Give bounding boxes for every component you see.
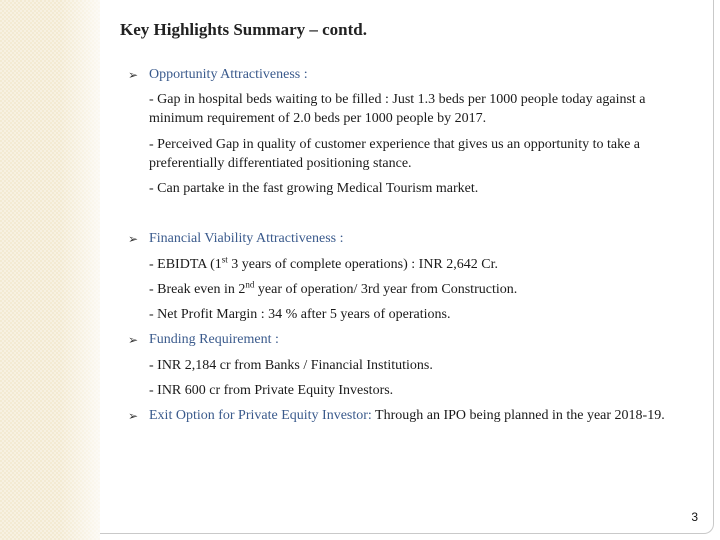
ebidta-text-rest: 3 years of complete operations) : INR 2,642 Cr. [227, 257, 498, 272]
exit-option-text: Through an IPO being planned in the year 2018-19. [371, 408, 665, 423]
bullet-financial [128, 230, 688, 248]
bullet-opportunity [128, 66, 688, 84]
financial-line-ebidta [149, 255, 689, 274]
breakeven-superscript: nd [245, 279, 255, 290]
breakeven-text-rest: year of operation/ 3rd year from Construction. [254, 282, 518, 297]
bullet-exit-option [128, 407, 688, 425]
bullet-exit-content [149, 407, 688, 425]
opportunity-line-beds: - Gap in hospital beds waiting to be filled : Just 1.3 beds per 1000 people today against a minimum requirement of 2.0 beds per 1000 people by 2017. [149, 92, 646, 126]
opportunity-line-tourism: - Can partake in the fast growing Medical Tourism market. [149, 181, 479, 196]
breakeven-text: - Break even in 2 [149, 282, 246, 297]
ebidta-text: - EBIDTA (1 [149, 257, 222, 272]
arrow-bullet-icon: ➢ [128, 409, 139, 423]
bullet-funding [128, 331, 688, 349]
page-number: 3 [691, 510, 698, 524]
side-band-fade [0, 0, 100, 540]
bullet-heading-opportunity: Opportunity Attractiveness : [149, 67, 308, 82]
bullet-heading-financial: Financial Viability Attractiveness : [149, 231, 344, 246]
funding-line-private-equity: - INR 600 cr from Private Equity Investors. [149, 383, 394, 398]
arrow-bullet-icon: ➢ [128, 68, 139, 82]
financial-line-net-profit: - Net Profit Margin : 34 % after 5 years of operations. [149, 307, 451, 322]
funding-line-banks: - INR 2,184 cr from Banks / Financial Institutions. [149, 358, 433, 373]
opportunity-line-quality: - Perceived Gap in quality of customer experience that gives us an opportunity to take a preferentially differentiated positioning stance. [149, 137, 641, 171]
bullet-heading-exit: Exit Option for Private Equity Investor: [149, 408, 372, 423]
financial-line-breakeven [149, 280, 689, 299]
ebidta-superscript: st [221, 254, 228, 265]
arrow-bullet-icon: ➢ [128, 333, 139, 347]
slide-title: Key Highlights Summary – contd. [120, 20, 367, 39]
arrow-bullet-icon: ➢ [128, 232, 139, 246]
bullet-heading-funding: Funding Requirement : [149, 332, 279, 347]
